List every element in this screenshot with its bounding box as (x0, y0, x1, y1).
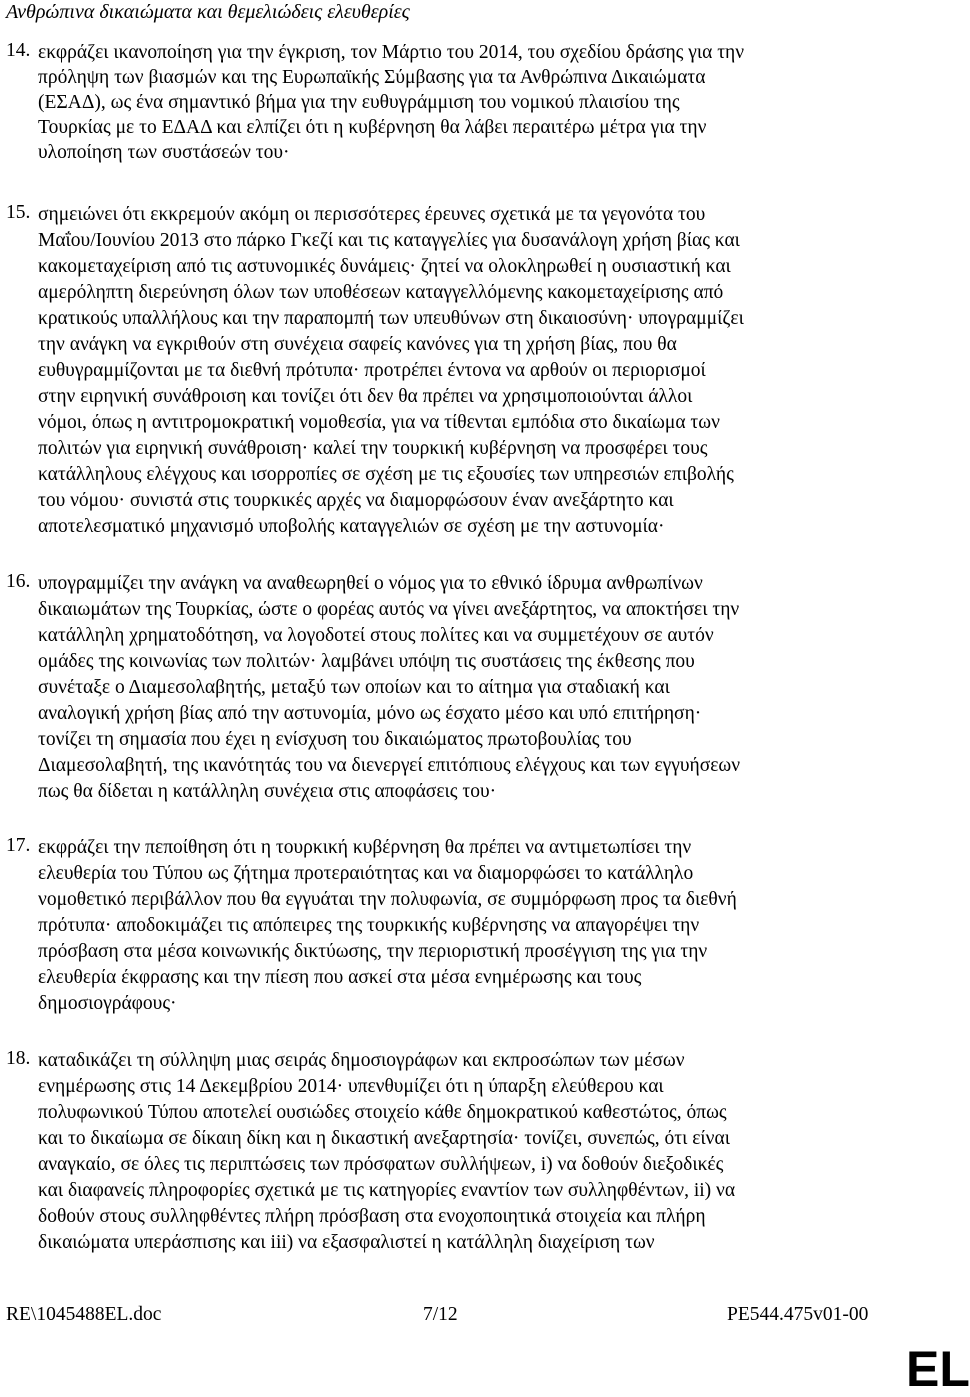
paragraph-line: ελευθερία έκφρασης και την πίεση που ασκεί στα μέσα ενημέρωσης και τους (38, 967, 642, 988)
paragraph-line: πρόσβαση στα μέσα κοινωνικής δικτύωσης, την περιοριστική προσέγγιση της για την (38, 941, 708, 962)
paragraph-line: πολιτών για ειρηνική συνάθροιση· καλεί την τουρκική κυβέρνηση να προσφέρει τους (38, 438, 708, 459)
paragraph-number: 17. (6, 835, 31, 856)
paragraph-line: αμερόληπτη διερεύνηση όλων των υποθέσεων καταγγελλόμενης κακομεταχείρισης από (38, 282, 724, 303)
paragraph-line: αναγκαίο, σε όλες τις περιπτώσεις των πρόσφατων συλλήψεων, i) να δοθούν διεξοδικές (38, 1154, 724, 1175)
paragraph-line: κρατικούς υπαλλήλους και την παραπομπή των υπευθύνων στη δικαιοσύνη· υπογραμμίζει (38, 308, 744, 329)
paragraph-line: στην ειρηνική συνάθροιση και τονίζει ότι δεν θα πρέπει να χρησιμοποιούνται άλλοι (38, 386, 693, 407)
paragraph-line: καταδικάζει τη σύλληψη μιας σειράς δημοσιογράφων και εκπροσώπων των μέσων (38, 1050, 685, 1071)
paragraph-line: Τουρκίας με το ΕΔΑΔ και ελπίζει ότι η κυβέρνηση θα λάβει περαιτέρω μέτρα για την (38, 117, 707, 138)
paragraph-line: αναλογική χρήση βίας από την αστυνομία, μόνο ως έσχατο μέσο και υπό επιτήρηση· (38, 703, 702, 724)
paragraph-line: πως θα δίδεται η κατάλληλη συνέχεια στις αποφάσεις του· (38, 781, 497, 802)
paragraph-line: υπογραμμίζει την ανάγκη να αναθεωρηθεί ο νόμος για το εθνικό ίδρυμα ανθρωπίνων (38, 573, 703, 594)
paragraph-number: 18. (6, 1048, 31, 1069)
paragraph-line: εκφράζει την πεποίθηση ότι η τουρκική κυβέρνηση θα πρέπει να αντιμετωπίσει την (38, 837, 692, 858)
paragraph-line: κακομεταχείριση από τις αστυνομικές δυνάμεις· ζητεί να ολοκληρωθεί η ουσιαστική και (38, 256, 731, 277)
paragraph-line: και το δικαίωμα σε δίκαιη δίκη και η δικαστική ανεξαρτησία· τονίζει, συνεπώς, ότι είναι (38, 1128, 730, 1149)
paragraph-line: δικαιωμάτων της Τουρκίας, ώστε ο φορέας αυτός να γίνει ανεξάρτητος, να αποκτήσει την (38, 599, 740, 620)
page-number: 7/12 (423, 1304, 458, 1325)
paragraph-line: συνέταξε ο Διαμεσολαβητής, μεταξύ των οποίων και το αίτημα για σταδιακή και (38, 677, 670, 698)
paragraph-line: δημοσιογράφους· (38, 993, 177, 1014)
page-footer (0, 1304, 960, 1332)
pe-reference: PE544.475v01-00 (727, 1304, 869, 1325)
paragraph-line: πρόληψη των βιασμών και της Ευρωπαϊκής Σύμβασης για τα Ανθρώπινα Δικαιώματα (38, 67, 706, 88)
paragraph-line: Μαΐου/Ιουνίου 2013 στο πάρκο Γκεζί και τις καταγγελίες για δυσανάλογη χρήση βίας και (38, 230, 740, 251)
paragraph-line: Διαμεσολαβητή, της ικανότητάς του να διενεργεί επιτόπιους ελέγχους και των εγγυήσεων (38, 755, 741, 776)
paragraph-line: (ΕΣΑΔ), ως ένα σημαντικό βήμα για την ευθυγράμμιση του νομικού πλαισίου της (38, 92, 680, 113)
paragraph-line: υλοποίηση των συστάσεών του· (38, 142, 290, 163)
paragraph-number: 16. (6, 571, 31, 592)
document-reference: RE\1045488EL.doc (6, 1304, 162, 1325)
paragraph-number: 15. (6, 202, 31, 223)
paragraph-line: τονίζει τη σημασία που έχει η ενίσχυση του δικαιώματος πρωτοβουλίας του (38, 729, 632, 750)
paragraph-line: και διαφανείς πληροφορίες σχετικά με τις κατηγορίες εναντίον των συλληφθέντων, ii) να (38, 1180, 736, 1201)
paragraph-number: 14. (6, 40, 31, 61)
paragraph-line: πολυφωνικού Τύπου αποτελεί ουσιώδες στοιχείο κάθε δημοκρατικού καθεστώτος, όπως (38, 1102, 727, 1123)
paragraph-line: εκφράζει ικανοποίηση για την έγκριση, τον Μάρτιο του 2014, του σχεδίου δράσης για την (38, 42, 745, 63)
paragraph-line: πρότυπα· αποδοκιμάζει τις απόπειρες της τουρκικής κυβέρνησης να απαγορέψει την (38, 915, 700, 936)
paragraph-line: ενημέρωσης στις 14 Δεκεμβρίου 2014· υπενθυμίζει ότι η ύπαρξη ελεύθερου και (38, 1076, 664, 1097)
paragraph-line: αποτελεσματικό μηχανισμό υποβολής καταγγελιών σε σχέση με την αστυνομία· (38, 516, 665, 537)
paragraph-line: σημειώνει ότι εκκρεμούν ακόμη οι περισσότερες έρευνες σχετικά με τα γεγονότα του (38, 204, 706, 225)
paragraph-line: ελευθερία του Τύπου ως ζήτημα προτεραιότητας και να διαμορφώσει το κατάλληλο (38, 863, 694, 884)
page-header-title: Ανθρώπινα δικαιώματα και θεμελιώδεις ελευθερίες (6, 1, 410, 23)
paragraph-line: νομοθετικό περιβάλλον που θα εγγυάται την πολυφωνία, σε συμμόρφωση προς τα διεθνή (38, 889, 737, 910)
paragraph-line: την ανάγκη να εγκριθούν στη συνέχεια σαφείς κανόνες για τη χρήση βίας, που θα (38, 334, 677, 355)
paragraph-line: δοθούν στους συλληφθέντες πλήρη πρόσβαση στα ενοχοποιητικά στοιχεία και πλήρη (38, 1206, 706, 1227)
paragraph-line: κατάλληλους ελέγχους και ισορροπίες σε σχέση με τις εξουσίες των υπηρεσιών επιβολής (38, 464, 734, 485)
paragraph-line: δικαιώματα υπεράσπισης και iii) να εξασφαλιστεί η κατάλληλη διαχείριση των (38, 1232, 655, 1253)
paragraph-line: κατάλληλη χρηματοδότηση, να λογοδοτεί στους πολίτες και να συμμετέχουν σε αυτόν (38, 625, 714, 646)
paragraph-line: ομάδες της κοινωνίας των πολιτών· λαμβάνει υπόψη τις συστάσεις της έκθεσης που (38, 651, 695, 672)
paragraph-line: του νόμου· συνιστά στις τουρκικές αρχές να διαμορφώσουν έναν ανεξάρτητο και (38, 490, 674, 511)
paragraph-line: νόμοι, όπως η αντιτρομοκρατική νομοθεσία, για να τίθενται εμπόδια στο δικαίωμα των (38, 412, 720, 433)
language-badge: EL (906, 1341, 970, 1397)
paragraph-line: ευθυγραμμίζονται με τα διεθνή πρότυπα· προτρέπει έντονα να αρθούν οι περιορισμοί (38, 360, 706, 381)
